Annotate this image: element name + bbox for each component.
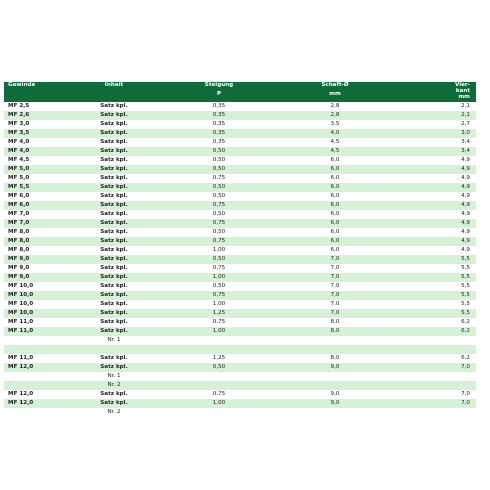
- cell-inhalt: Satz kpl.: [62, 120, 166, 129]
- header-steigung-unit: P: [216, 91, 222, 97]
- header-vierkant-unit: mm: [458, 94, 470, 100]
- cell-gewinde: MF 10,0: [4, 309, 62, 318]
- cell-vierkant: 6,2: [398, 318, 476, 327]
- cell-steigung: 1,00: [166, 327, 272, 336]
- cell-steigung: 1,00: [166, 273, 272, 282]
- cell-schaft: 3,5: [272, 120, 398, 129]
- cell-vierkant: 5,5: [398, 273, 476, 282]
- table-header: [4, 82, 476, 102]
- cell-vierkant: [398, 345, 476, 354]
- cell-vierkant: [398, 372, 476, 381]
- cell-inhalt: [62, 345, 166, 354]
- cell-steigung: 0,75: [166, 237, 272, 246]
- cell-steigung: 1,00: [166, 246, 272, 255]
- cell-gewinde: MF 7,0: [4, 219, 62, 228]
- cell-steigung: 0,50: [166, 228, 272, 237]
- cell-vierkant: 7,0: [398, 390, 476, 399]
- cell-schaft: 7,0: [272, 300, 398, 309]
- cell-vierkant: 7,0: [398, 399, 476, 408]
- cell-schaft: 7,0: [272, 291, 398, 300]
- cell-schaft: 6,0: [272, 165, 398, 174]
- table-row: [4, 327, 476, 336]
- cell-steigung: 0,50: [166, 165, 272, 174]
- table-row: [4, 381, 476, 390]
- table-row: [4, 102, 476, 111]
- cell-inhalt: Satz kpl.: [62, 102, 166, 111]
- cell-gewinde: MF 2,6: [4, 111, 62, 120]
- cell-steigung: 0,75: [166, 174, 272, 183]
- cell-vierkant: 5,5: [398, 309, 476, 318]
- cell-schaft: 8,0: [272, 327, 398, 336]
- table-row: [4, 273, 476, 282]
- cell-schaft: 7,0: [272, 282, 398, 291]
- cell-inhalt: Satz kpl.: [62, 156, 166, 165]
- cell-vierkant: 4,9: [398, 165, 476, 174]
- cell-steigung: [166, 381, 272, 390]
- cell-steigung: 0,50: [166, 192, 272, 201]
- table-row: [4, 255, 476, 264]
- cell-schaft: [272, 381, 398, 390]
- header-schaft-unit: mm: [329, 91, 341, 97]
- table-row: [4, 192, 476, 201]
- cell-steigung: 0,35: [166, 138, 272, 147]
- cell-inhalt: Satz kpl.: [62, 183, 166, 192]
- table-row: [4, 165, 476, 174]
- cell-vierkant: 5,5: [398, 282, 476, 291]
- table-row: [4, 390, 476, 399]
- cell-inhalt: Satz kpl.: [62, 390, 166, 399]
- cell-schaft: 6,0: [272, 192, 398, 201]
- cell-steigung: [166, 408, 272, 417]
- cell-inhalt: Satz kpl.: [62, 309, 166, 318]
- cell-schaft: 6,0: [272, 246, 398, 255]
- cell-inhalt: Satz kpl.: [62, 399, 166, 408]
- table-row: [4, 129, 476, 138]
- table-row: [4, 219, 476, 228]
- cell-inhalt: Satz kpl.: [62, 237, 166, 246]
- cell-steigung: 0,50: [166, 255, 272, 264]
- cell-gewinde: MF 6,0: [4, 192, 62, 201]
- cell-vierkant: 2,7: [398, 120, 476, 129]
- cell-steigung: 0,50: [166, 210, 272, 219]
- cell-gewinde: MF 8,0: [4, 237, 62, 246]
- cell-steigung: 0,75: [166, 264, 272, 273]
- cell-gewinde: MF 10,0: [4, 300, 62, 309]
- cell-schaft: 6,0: [272, 237, 398, 246]
- thread-table-container: [4, 82, 476, 417]
- cell-vierkant: [398, 381, 476, 390]
- cell-gewinde: MF 9,0: [4, 264, 62, 273]
- cell-gewinde: MF 11,0: [4, 327, 62, 336]
- cell-inhalt: Satz kpl.: [62, 363, 166, 372]
- table-row: [4, 372, 476, 381]
- cell-vierkant: 4,9: [398, 201, 476, 210]
- cell-schaft: 7,0: [272, 273, 398, 282]
- cell-schaft: 6,0: [272, 210, 398, 219]
- cell-vierkant: 7,0: [398, 363, 476, 372]
- table-body: [4, 102, 476, 417]
- cell-vierkant: [398, 336, 476, 345]
- cell-vierkant: 4,9: [398, 156, 476, 165]
- cell-steigung: 0,50: [166, 282, 272, 291]
- cell-vierkant: 5,5: [398, 300, 476, 309]
- cell-vierkant: 3,4: [398, 147, 476, 156]
- cell-inhalt: Satz kpl.: [62, 318, 166, 327]
- cell-inhalt: Satz kpl.: [62, 327, 166, 336]
- cell-gewinde: MF 9,0: [4, 273, 62, 282]
- cell-inhalt: Satz kpl.: [62, 264, 166, 273]
- cell-gewinde: [4, 345, 62, 354]
- cell-inhalt: Satz kpl.: [62, 138, 166, 147]
- cell-gewinde: MF 4,0: [4, 138, 62, 147]
- cell-steigung: 0,50: [166, 156, 272, 165]
- table-row: [4, 264, 476, 273]
- cell-gewinde: MF 10,0: [4, 291, 62, 300]
- cell-steigung: 0,50: [166, 363, 272, 372]
- cell-vierkant: 4,9: [398, 228, 476, 237]
- cell-schaft: 8,0: [272, 354, 398, 363]
- cell-steigung: 1,25: [166, 309, 272, 318]
- cell-steigung: 0,35: [166, 129, 272, 138]
- cell-steigung: 0,35: [166, 120, 272, 129]
- table-row: [4, 111, 476, 120]
- cell-gewinde: MF 12,0: [4, 390, 62, 399]
- cell-vierkant: 4,9: [398, 183, 476, 192]
- cell-inhalt: Nr. 1: [62, 372, 166, 381]
- cell-gewinde: MF 10,0: [4, 282, 62, 291]
- cell-inhalt: Satz kpl.: [62, 147, 166, 156]
- column-header-gewinde: [4, 82, 62, 102]
- table-row: [4, 408, 476, 417]
- cell-schaft: 2,8: [272, 111, 398, 120]
- cell-vierkant: 4,9: [398, 246, 476, 255]
- cell-inhalt: Satz kpl.: [62, 174, 166, 183]
- cell-inhalt: Nr. 2: [62, 408, 166, 417]
- table-row: [4, 354, 476, 363]
- cell-inhalt: Satz kpl.: [62, 210, 166, 219]
- header-schaft-label: Schaft-Ø: [321, 82, 349, 88]
- table-row: [4, 120, 476, 129]
- table-row: [4, 282, 476, 291]
- header-vierkant-line2: kant: [455, 88, 470, 94]
- cell-schaft: 6,0: [272, 156, 398, 165]
- cell-schaft: [272, 372, 398, 381]
- cell-schaft: 7,0: [272, 264, 398, 273]
- cell-gewinde: MF 12,0: [4, 399, 62, 408]
- table-row: [4, 318, 476, 327]
- cell-vierkant: 4,9: [398, 174, 476, 183]
- cell-vierkant: 6,2: [398, 327, 476, 336]
- cell-gewinde: MF 5,0: [4, 165, 62, 174]
- cell-gewinde: MF 5,5: [4, 183, 62, 192]
- table-row: [4, 363, 476, 372]
- table-row: [4, 300, 476, 309]
- table-row: [4, 156, 476, 165]
- cell-steigung: 1,25: [166, 354, 272, 363]
- cell-schaft: 6,0: [272, 174, 398, 183]
- cell-gewinde: MF 12,0: [4, 363, 62, 372]
- column-header-inhalt: [62, 82, 166, 102]
- table-row: [4, 174, 476, 183]
- cell-steigung: 0,50: [166, 147, 272, 156]
- table-row: [4, 228, 476, 237]
- cell-inhalt: Nr. 2: [62, 381, 166, 390]
- column-header-schaft: [272, 82, 398, 102]
- table-row: [4, 345, 476, 354]
- cell-schaft: [272, 336, 398, 345]
- cell-steigung: [166, 336, 272, 345]
- cell-inhalt: Satz kpl.: [62, 165, 166, 174]
- table-row: [4, 336, 476, 345]
- cell-inhalt: Satz kpl.: [62, 282, 166, 291]
- cell-gewinde: MF 5,0: [4, 174, 62, 183]
- cell-inhalt: Satz kpl.: [62, 300, 166, 309]
- cell-schaft: 7,0: [272, 255, 398, 264]
- table-row: [4, 399, 476, 408]
- cell-gewinde: MF 11,0: [4, 354, 62, 363]
- cell-gewinde: MF 9,0: [4, 255, 62, 264]
- cell-vierkant: 3,0: [398, 129, 476, 138]
- cell-steigung: 1,00: [166, 399, 272, 408]
- table-row: [4, 237, 476, 246]
- table-row: [4, 210, 476, 219]
- table-row: [4, 138, 476, 147]
- cell-inhalt: Satz kpl.: [62, 354, 166, 363]
- cell-steigung: 0,75: [166, 390, 272, 399]
- cell-steigung: 0,75: [166, 219, 272, 228]
- cell-schaft: 6,0: [272, 201, 398, 210]
- cell-steigung: 0,75: [166, 318, 272, 327]
- cell-gewinde: MF 2,5: [4, 102, 62, 111]
- cell-inhalt: Satz kpl.: [62, 246, 166, 255]
- table-row: [4, 291, 476, 300]
- cell-schaft: 6,0: [272, 228, 398, 237]
- cell-inhalt: Satz kpl.: [62, 111, 166, 120]
- cell-gewinde: [4, 381, 62, 390]
- cell-schaft: 2,8: [272, 102, 398, 111]
- cell-inhalt: Satz kpl.: [62, 273, 166, 282]
- cell-gewinde: [4, 408, 62, 417]
- column-header-vierkant: [398, 82, 476, 102]
- cell-steigung: 1,00: [166, 300, 272, 309]
- cell-steigung: 0,50: [166, 183, 272, 192]
- cell-schaft: 6,0: [272, 219, 398, 228]
- cell-gewinde: MF 11,0: [4, 318, 62, 327]
- cell-steigung: 0,35: [166, 111, 272, 120]
- cell-gewinde: MF 7,0: [4, 210, 62, 219]
- cell-gewinde: MF 4,5: [4, 156, 62, 165]
- cell-gewinde: MF 6,0: [4, 201, 62, 210]
- table-row: [4, 309, 476, 318]
- cell-vierkant: 4,9: [398, 219, 476, 228]
- cell-steigung: [166, 345, 272, 354]
- thread-table: [4, 82, 476, 417]
- cell-inhalt: Satz kpl.: [62, 291, 166, 300]
- cell-schaft: 9,0: [272, 399, 398, 408]
- cell-schaft: 4,5: [272, 138, 398, 147]
- cell-steigung: 0,75: [166, 291, 272, 300]
- cell-schaft: 6,0: [272, 183, 398, 192]
- cell-vierkant: 5,5: [398, 291, 476, 300]
- cell-schaft: 7,0: [272, 309, 398, 318]
- column-header-steigung: [166, 82, 272, 102]
- cell-vierkant: 6,2: [398, 354, 476, 363]
- cell-gewinde: MF 3,5: [4, 129, 62, 138]
- cell-vierkant: 4,9: [398, 210, 476, 219]
- cell-gewinde: MF 3,0: [4, 120, 62, 129]
- cell-gewinde: [4, 336, 62, 345]
- cell-vierkant: [398, 408, 476, 417]
- cell-vierkant: 4,9: [398, 192, 476, 201]
- cell-schaft: 4,0: [272, 129, 398, 138]
- cell-vierkant: 2,1: [398, 102, 476, 111]
- cell-vierkant: 2,1: [398, 111, 476, 120]
- cell-schaft: [272, 408, 398, 417]
- header-gewinde-label: Gewinde: [8, 82, 36, 88]
- header-vierkant-line1: Vier-: [454, 82, 470, 88]
- cell-steigung: 0,35: [166, 102, 272, 111]
- cell-inhalt: Satz kpl.: [62, 129, 166, 138]
- header-steigung-label: Steigung: [204, 82, 234, 88]
- cell-inhalt: Satz kpl.: [62, 201, 166, 210]
- cell-vierkant: 5,5: [398, 264, 476, 273]
- cell-schaft: [272, 345, 398, 354]
- table-row: [4, 201, 476, 210]
- cell-gewinde: MF 8,0: [4, 228, 62, 237]
- cell-inhalt: Satz kpl.: [62, 255, 166, 264]
- cell-gewinde: MF 8,0: [4, 246, 62, 255]
- cell-vierkant: 5,5: [398, 255, 476, 264]
- cell-inhalt: Satz kpl.: [62, 192, 166, 201]
- table-row: [4, 183, 476, 192]
- cell-schaft: 9,0: [272, 390, 398, 399]
- cell-steigung: [166, 372, 272, 381]
- cell-vierkant: 4,9: [398, 237, 476, 246]
- cell-schaft: 9,0: [272, 363, 398, 372]
- table-row: [4, 246, 476, 255]
- cell-steigung: 0,75: [166, 201, 272, 210]
- cell-inhalt: Satz kpl.: [62, 228, 166, 237]
- table-row: [4, 147, 476, 156]
- cell-inhalt: Nr. 1: [62, 336, 166, 345]
- cell-schaft: 8,0: [272, 318, 398, 327]
- cell-schaft: 4,5: [272, 147, 398, 156]
- cell-gewinde: MF 4,0: [4, 147, 62, 156]
- header-inhalt-label: Inhalt: [104, 82, 124, 88]
- cell-inhalt: Satz kpl.: [62, 219, 166, 228]
- cell-vierkant: 3,4: [398, 138, 476, 147]
- cell-gewinde: [4, 372, 62, 381]
